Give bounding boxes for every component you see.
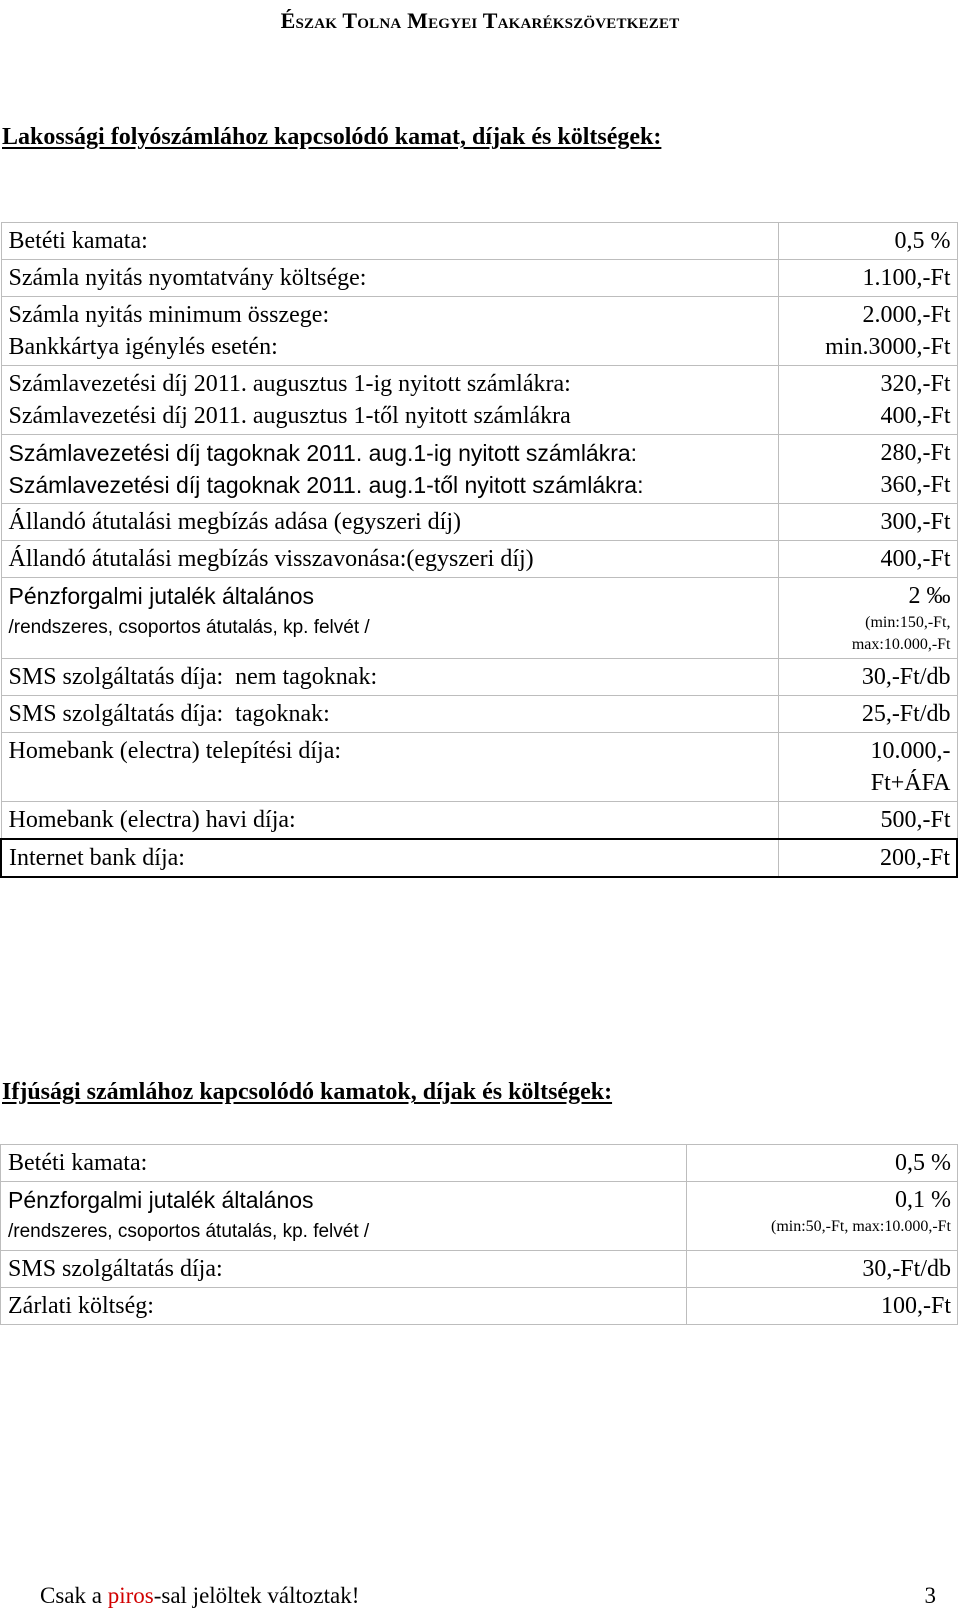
fee-row — [1, 578, 957, 659]
fee-label-line: Számlavezetési díj 2011. augusztus 1-ig nyitott számlákra: — [8, 371, 571, 397]
fee-label-line: Internet bank díja: — [9, 845, 185, 871]
fee-value — [778, 696, 957, 733]
fee-label-line: Zárlati költség: — [8, 1293, 154, 1319]
fee-label — [1, 659, 778, 696]
fee-label — [1, 1145, 687, 1182]
fee-value-line: 400,-Ft — [880, 403, 951, 429]
fee-value — [778, 541, 957, 578]
fee-label — [1, 260, 778, 297]
fee-row — [1, 504, 957, 541]
fee-value-line: 30,-Ft/db — [861, 664, 951, 690]
fee-label-line: Állandó átutalási megbízás visszavonása:(egyszeri díj) — [8, 546, 534, 572]
fee-value — [778, 223, 957, 260]
fee-row — [1, 733, 957, 802]
page-footer — [40, 1583, 940, 1609]
fee-row — [1, 1145, 958, 1182]
fee-value-line: 200,-Ft — [879, 845, 950, 871]
fee-label-line: /rendszeres, csoportos átutalás, kp. felvét / — [8, 1221, 370, 1242]
fee-label-line: Homebank (electra) telepítési díja: — [8, 738, 342, 764]
fee-row — [1, 696, 957, 733]
fee-value-line: 2.000,-Ft — [862, 302, 951, 328]
fee-value-line: 400,-Ft — [880, 546, 951, 572]
fee-row — [1, 1182, 958, 1251]
fee-row — [1, 659, 957, 696]
fee-label-line: Bankkártya igénylés esetén: — [8, 334, 278, 360]
fee-value — [778, 659, 957, 696]
fee-value-line: 300,-Ft — [880, 509, 951, 535]
section-title-retail-account: Lakossági folyószámlához kapcsolódó kamat, díjak és költségek: — [2, 124, 662, 150]
fee-row — [1, 839, 957, 877]
fee-label-line: Homebank (electra) havi díja: — [8, 807, 296, 833]
fee-value — [687, 1251, 958, 1288]
fee-row — [1, 223, 957, 260]
fee-label-line: Számlavezetési díj tagoknak 2011. aug.1-től nyitott számlákra: — [8, 472, 644, 498]
fee-value-line: Ft+ÁFA — [870, 770, 951, 796]
fee-value-line: 0,5 % — [894, 228, 951, 254]
fee-label-line: Számla nyitás minimum összege: — [8, 302, 330, 328]
fee-label — [1, 802, 778, 840]
fee-value-line: 360,-Ft — [880, 472, 951, 498]
fee-value — [778, 733, 957, 802]
fee-value-line: 320,-Ft — [880, 371, 951, 397]
footer-text-red: piros — [107, 1583, 154, 1608]
fee-row — [1, 260, 957, 297]
fee-value — [687, 1182, 958, 1251]
fee-label-line: Pénzforgalmi jutalék általános — [8, 583, 315, 609]
footer-note — [40, 1583, 359, 1608]
fee-value — [778, 260, 957, 297]
fee-label — [1, 435, 778, 504]
fee-value-line: 280,-Ft — [880, 440, 951, 466]
fee-value-line: 0,1 % — [895, 1187, 951, 1213]
fee-label — [1, 1251, 687, 1288]
fee-value-line: 1.100,-Ft — [862, 265, 951, 291]
retail-account-fee-table — [0, 222, 958, 878]
section-title-youth-account: Ifjúsági számlához kapcsolódó kamatok, díjak és költségek: — [2, 1079, 613, 1105]
fee-label — [1, 839, 778, 877]
fee-label-line: Betéti kamata: — [8, 228, 148, 254]
fee-label-line: Számlavezetési díj 2011. augusztus 1-től nyitott számlákra — [8, 403, 571, 429]
fee-value — [687, 1145, 958, 1182]
fee-value-line: max:10.000,-Ft — [851, 636, 951, 653]
fee-row — [1, 297, 957, 366]
fee-label-line: Állandó átutalási megbízás adása (egyszeri díj) — [8, 509, 461, 535]
fee-row — [1, 366, 957, 435]
fee-value-line: 100,-Ft — [880, 1293, 951, 1319]
footer-text-after: -sal jelöltek változtak! — [153, 1583, 360, 1608]
fee-value-line: (min:150,-Ft, — [865, 614, 951, 631]
fee-row — [1, 1251, 958, 1288]
bank-name-header: Észak Tolna Megyei Takarékszövetkezet — [280, 8, 680, 33]
fee-value — [778, 578, 957, 659]
fee-value — [778, 802, 957, 840]
fee-label — [1, 696, 778, 733]
fee-value-line: 0,5 % — [895, 1150, 951, 1176]
fee-label-line: SMS szolgáltatás díja: — [8, 1256, 223, 1282]
fee-label-line: Számla nyitás nyomtatvány költsége: — [8, 265, 367, 291]
fee-label — [1, 578, 778, 659]
fee-label — [1, 504, 778, 541]
fee-label — [1, 1182, 687, 1251]
fee-value-line: 10.000,- — [870, 738, 951, 764]
fee-row — [1, 541, 957, 578]
fee-label — [1, 223, 778, 260]
fee-label-line: Pénzforgalmi jutalék általános — [8, 1187, 314, 1213]
fee-value — [778, 504, 957, 541]
footer-text-before: Csak a — [40, 1583, 108, 1608]
fee-value — [778, 839, 957, 877]
fee-value-line: 30,-Ft/db — [862, 1256, 951, 1282]
fee-value-line: min.3000,-Ft — [825, 334, 951, 360]
fee-label-line: SMS szolgáltatás díja: tagoknak: — [8, 701, 330, 727]
fee-label — [1, 297, 778, 366]
fee-label-line: /rendszeres, csoportos átutalás, kp. felvét / — [8, 617, 370, 638]
fee-value — [778, 435, 957, 504]
fee-label-line: SMS szolgáltatás díja: nem tagoknak: — [8, 664, 378, 690]
fee-label-line: Számlavezetési díj tagoknak 2011. aug.1-ig nyitott számlákra: — [8, 440, 638, 466]
fee-value — [778, 366, 957, 435]
youth-account-fee-table — [0, 1144, 958, 1325]
fee-value-line: 500,-Ft — [880, 807, 951, 833]
fee-row — [1, 1288, 958, 1325]
fee-label — [1, 733, 778, 802]
fee-label — [1, 1288, 687, 1325]
fee-value-line: 25,-Ft/db — [861, 701, 951, 727]
fee-row — [1, 802, 957, 840]
fee-value — [687, 1288, 958, 1325]
fee-label — [1, 541, 778, 578]
fee-value-line: 2 ‰ — [908, 583, 951, 609]
page-number: 3 — [924, 1583, 936, 1608]
fee-value-line: (min:50,-Ft, max:10.000,-Ft — [771, 1218, 951, 1235]
fee-row — [1, 435, 957, 504]
fee-value — [778, 297, 957, 366]
fee-label — [1, 366, 778, 435]
fee-label-line: Betéti kamata: — [8, 1150, 148, 1176]
